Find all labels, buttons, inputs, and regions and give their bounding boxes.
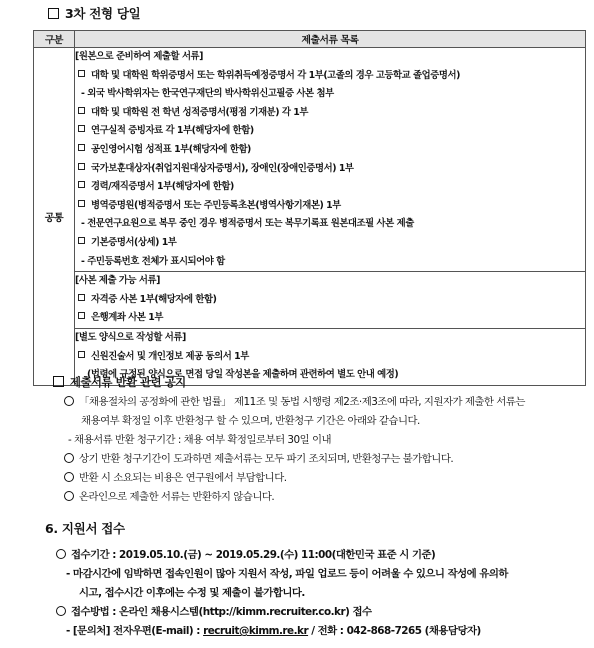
square-bullet-icon <box>78 200 85 207</box>
contact-info: - [문의처] 전자우편(E-mail) : recruit@kimm.re.kr / 전화 : 042-868-7265 (채용담당자) <box>66 625 481 637</box>
circle-bullet-icon <box>56 606 66 616</box>
document-item-text: 공인영어시험 성적표 1부(해당자에 한함) <box>91 143 251 155</box>
section-title-return-notice: 제출서류 반환 관련 공지 <box>53 374 186 390</box>
notice-return-period: - 채용서류 반환 청구기간 : 채용 여부 확정일로부터 30일 이내 <box>68 434 332 446</box>
document-item-text: 대학 및 대학원 전 학년 성적증명서(평점 기재분) 각 1부 <box>91 106 308 118</box>
application-method: 접수방법 : 온라인 채용시스템(http://kimm.recruiter.co.kr) 접수 <box>56 603 372 622</box>
group-heading: [별도 양식으로 작성할 서류] <box>75 331 186 343</box>
circle-bullet-icon <box>64 453 74 463</box>
document-item-text: 자격증 사본 1부(해당자에 한함) <box>91 293 217 305</box>
checkbox-square-icon <box>53 376 64 387</box>
notice-paragraph-4: 온라인으로 제출한 서류는 반환하지 않습니다. <box>64 488 274 507</box>
square-bullet-icon <box>78 107 85 114</box>
square-bullet-icon <box>78 181 85 188</box>
square-bullet-icon <box>78 351 85 358</box>
document-subnote: (법령에 규정된 양식으로 면접 당일 작성본을 제출하며 관련하여 별도 안내 예정) <box>87 369 399 381</box>
document-group-cell <box>75 48 586 272</box>
document-item <box>75 67 585 86</box>
document-item-text: 신원진술서 및 개인정보 제공 동의서 1부 <box>91 350 249 362</box>
document-item <box>75 309 585 328</box>
square-bullet-icon <box>78 70 85 77</box>
square-bullet-icon <box>78 237 85 244</box>
notice-paragraph-1-cont: 채용여부 확정일 이후 반환청구 할 수 있으며, 반환청구 기간은 아래와 같습니다. <box>81 415 420 427</box>
section-title-day3: 3차 전형 당일 <box>48 4 140 22</box>
header-category: 구분 <box>34 31 75 48</box>
square-bullet-icon <box>78 163 85 170</box>
deadline-warning: - 마감시간에 임박하면 접속인원이 많아 지원서 작성, 파일 업로드 등이 어려울 수 있으니 작성에 유의하 <box>66 568 508 580</box>
header-documents: 제출서류 목록 <box>75 31 586 48</box>
group-heading: [사본 제출 가능 서류] <box>75 275 160 287</box>
document-group-cell <box>75 272 586 329</box>
square-bullet-icon <box>78 294 85 301</box>
document-subnote: - 주민등록번호 전체가 표시되어야 함 <box>81 255 225 267</box>
documents-table <box>33 30 586 386</box>
document-item-text: 기본증명서(상세) 1부 <box>91 236 177 248</box>
document-item-text: 국가보훈대상자(취업지원대상자증명서), 장애인(장애인증명서) 1부 <box>91 162 354 174</box>
table-row <box>34 48 586 272</box>
document-item-text: 경력/재직증명서 1부(해당자에 한함) <box>91 181 234 193</box>
table-row <box>34 272 586 329</box>
circle-bullet-icon <box>56 549 66 559</box>
circle-bullet-icon <box>64 491 74 501</box>
notice-paragraph-2: 상기 반환 청구기간이 도과하면 제출서류는 모두 파기 조치되며, 반환청구는 불가합니다. <box>64 450 453 469</box>
square-bullet-icon <box>78 125 85 132</box>
document-item <box>75 178 585 197</box>
document-item <box>75 122 585 141</box>
application-period: 접수기간 : 2019.05.10.(금) ~ 2019.05.29.(수) 11:00(대한민국 표준 시 기준) <box>56 546 435 565</box>
document-item <box>75 104 585 123</box>
deadline-warning-cont: 시고, 접수시간 이후에는 수정 및 제출이 불가합니다. <box>79 587 305 599</box>
circle-bullet-icon <box>64 472 74 482</box>
square-bullet-icon <box>78 144 85 151</box>
square-bullet-icon <box>78 312 85 319</box>
document-item <box>75 291 585 310</box>
contact-email-link[interactable]: recruit@kimm.re.kr <box>203 625 309 637</box>
document-item <box>75 197 585 216</box>
document-item-text: 병역증명원(병적증명서 또는 주민등록초본(병역사항기재본) 1부 <box>91 199 341 211</box>
circle-bullet-icon <box>64 396 74 406</box>
document-item <box>75 234 585 253</box>
document-item-text: 대학 및 대학원 학위증명서 또는 학위취득예정증명서 각 1부(고졸의 경우 고등학교 졸업증명서) <box>91 69 460 81</box>
document-item-text: 은행계좌 사본 1부 <box>91 312 163 324</box>
category-cell: 공통 <box>34 48 75 386</box>
document-subnote: - 전문연구요원으로 복무 중인 경우 병적증명서 또는 복무기록표 원본대조필 사본 제출 <box>81 218 414 230</box>
document-item <box>75 141 585 160</box>
document-item <box>75 348 585 367</box>
section-title-application: 6. 지원서 접수 <box>45 521 125 536</box>
checkbox-square-icon <box>48 8 59 19</box>
group-heading: [원본으로 준비하여 제출할 서류] <box>75 51 203 62</box>
document-item <box>75 160 585 179</box>
notice-paragraph-3: 반환 시 소요되는 비용은 연구원에서 부담합니다. <box>64 469 287 488</box>
document-subnote: - 외국 박사학위자는 한국연구재단의 박사학위신고필증 사본 첨부 <box>81 88 334 100</box>
document-item-text: 연구실적 증빙자료 각 1부(해당자에 한함) <box>91 125 254 137</box>
notice-paragraph-1: 「채용절차의 공정화에 관한 법률」 제11조 및 동법 시행령 제2조·제3조에 따라, 지원자가 제출한 서류는 <box>64 393 525 412</box>
table-header-row <box>34 31 586 48</box>
